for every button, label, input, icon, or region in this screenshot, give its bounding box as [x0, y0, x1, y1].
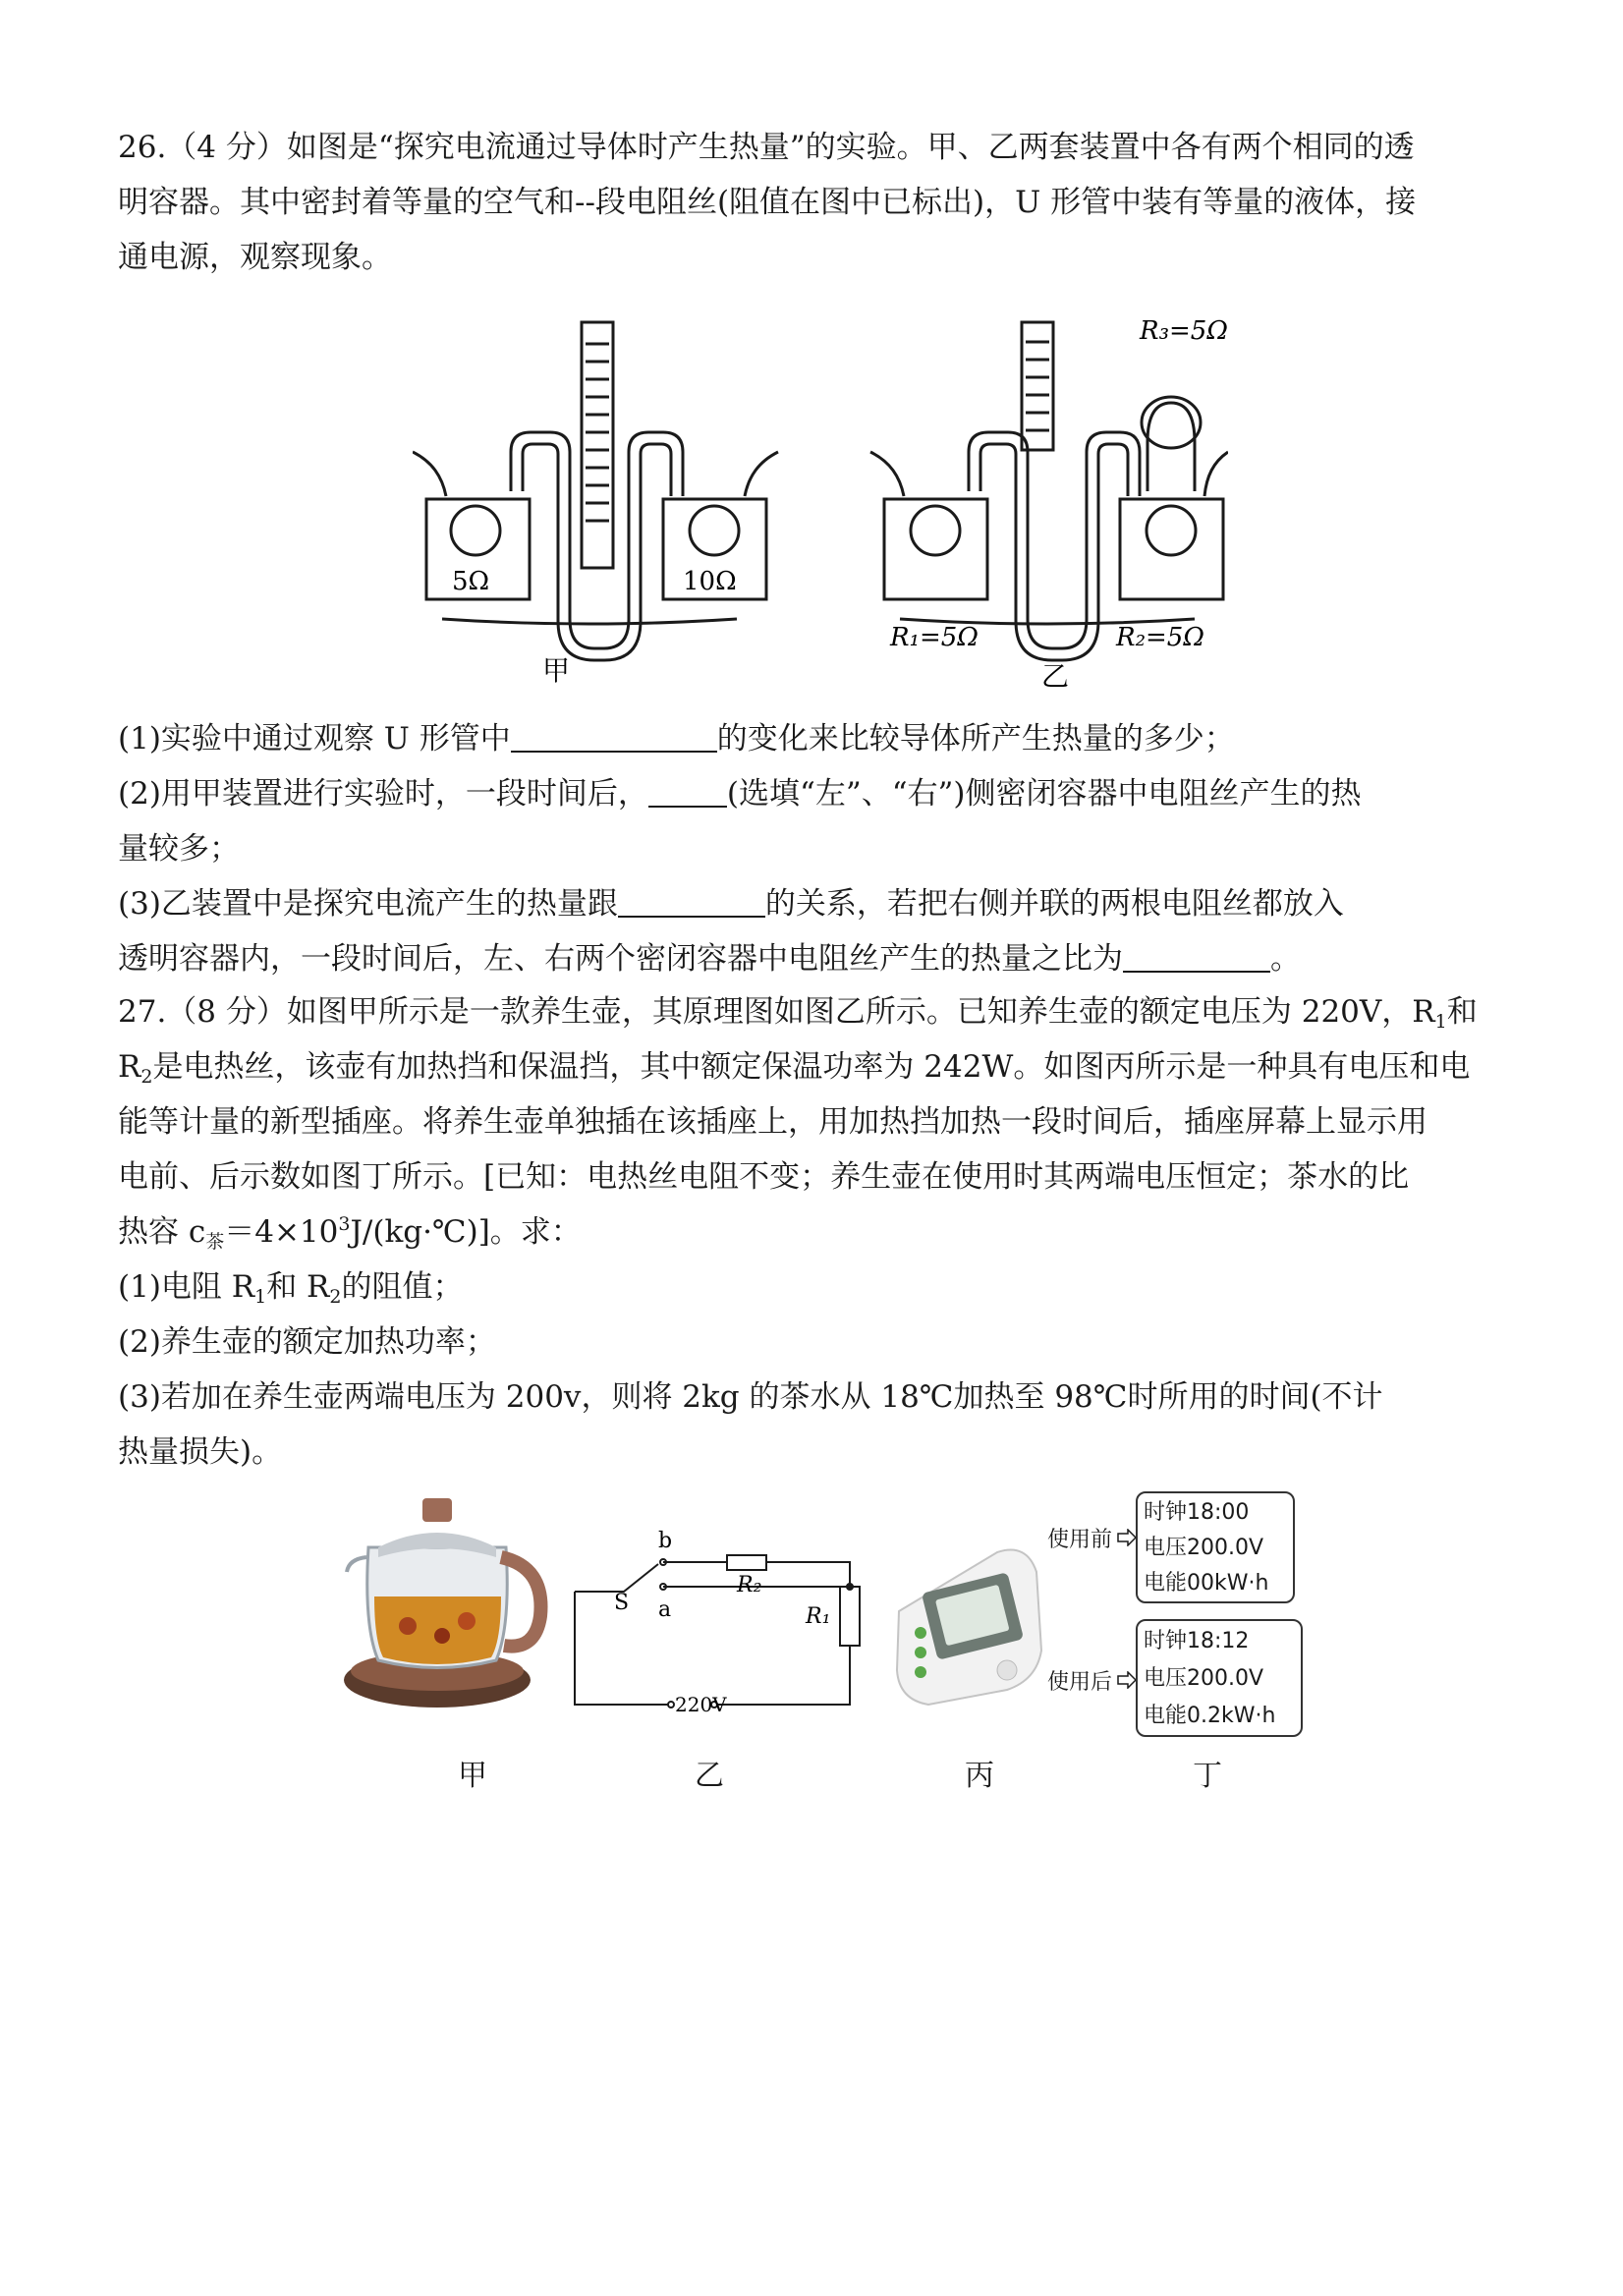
caption-yi: 乙: [695, 1759, 724, 1793]
q27-line-5: [118, 1210, 582, 1254]
caption-jia: 甲: [458, 1759, 487, 1793]
q26-line-1: 26.（4 分）如图是“探究电流通过导体时产生热量”的实验。甲、乙两套装置中各有两个相同的透: [118, 130, 1415, 165]
q27-s1-sub1: 1: [254, 1286, 267, 1308]
before-voltage: 电压200.0V: [1144, 1536, 1264, 1560]
q27-s1-c: 的阻值；: [341, 1269, 464, 1305]
yi-r1-label: R₁=5Ω: [890, 623, 979, 652]
q27-line-2-text: 是电热丝，该壶有加热挡和保温挡，其中额定保温功率为 242W。如图丙所示是一种具有电压和电: [152, 1049, 1471, 1085]
q27-s1-a: (1)电阻 R: [118, 1269, 255, 1305]
yi-r1-resistor: [911, 506, 960, 555]
q26-part-3-cont: [118, 937, 1301, 980]
q27-line-1-text: 27.（8 分）如图甲所示是一款养生壶，其原理图如图乙所示。已知养生壶的额定电压为 220V，R: [118, 994, 1435, 1030]
q27-line-1-sub: 1: [1434, 1011, 1447, 1033]
reading-after-label: 使用后: [1047, 1670, 1113, 1695]
q26-blank-4: [1123, 941, 1270, 973]
q26-p3-text-c: 透明容器内，一段时间后，左、右两个密闭容器中电阻丝产生的热量之比为: [118, 941, 1123, 977]
q27-sub-2: (2)养生壶的额定加热功率；: [118, 1324, 496, 1360]
q26-blank-3: [618, 886, 765, 918]
circuit-switch: [575, 1564, 658, 1592]
kettle-image: [339, 1479, 565, 1724]
q26-p3-text-a: (3)乙装置中是探究电流产生的热量跟: [118, 886, 618, 922]
caption-bing: 丙: [965, 1759, 994, 1793]
q26-p1-text-a: (1)实验中通过观察 U 形管中: [118, 721, 511, 756]
q26-p1-text-b: 的变化来比较导体所产生热量的多少；: [716, 721, 1235, 756]
q26-part-2: [118, 772, 1362, 815]
circuit-diagram: [565, 1503, 879, 1729]
jia-right-label: 10Ω: [683, 567, 737, 596]
q27-line-1-end: 和: [1446, 994, 1478, 1030]
yi-caption: 乙: [1041, 660, 1070, 693]
circuit-label-r1: R₁: [806, 1604, 831, 1629]
q27-s1-sub2: 2: [329, 1286, 342, 1308]
q27-line-2: [118, 1045, 1470, 1089]
q27-line-1: [118, 990, 1478, 1034]
reading-before-label: 使用前: [1047, 1528, 1113, 1552]
q27-sub-3: (3)若加在养生壶两端电压为 200v，则将 2kg 的茶水从 18℃加热至 98℃时所用的时间(不计: [118, 1379, 1383, 1415]
after-voltage: 电压200.0V: [1144, 1666, 1264, 1691]
circuit-label-voltage: 220V: [675, 1693, 727, 1716]
after-energy: 电能0.2kW·h: [1144, 1704, 1276, 1728]
circuit-label-b: b: [658, 1529, 673, 1553]
yi-u-tube: [969, 432, 1140, 648]
jia-caption: 甲: [542, 654, 571, 687]
q26-line-3: 通电源，观察现象。: [118, 240, 392, 275]
reading-before-panel: [1136, 1491, 1295, 1603]
q26-p3-text-b: 的关系，若把右侧并联的两根电阻丝都放入: [764, 886, 1344, 922]
circuit-r1: [840, 1587, 860, 1646]
q26-line-2: 明容器。其中密封着等量的空气和--段电阻丝(阻值在图中已标出)，U 形管中装有等量的液体，接: [118, 185, 1417, 220]
jia-left-label: 5Ω: [452, 567, 490, 596]
yi-r2-resistor: [1147, 506, 1196, 555]
yi-r3-label: R₃=5Ω: [1140, 316, 1228, 346]
before-clock: 时钟18:00: [1144, 1500, 1250, 1525]
q27-sub-3-cont: 热量损失)。: [118, 1434, 283, 1470]
q27-line-5-b: ＝4×10: [224, 1214, 339, 1250]
circuit-r2: [727, 1555, 766, 1570]
q26-blank-1: [511, 721, 717, 753]
q27-sub-1: [118, 1265, 464, 1309]
jia-left-resistor: [451, 506, 500, 555]
arrow-before-icon: [1116, 1529, 1138, 1546]
q26-part-2-cont: 量较多；: [118, 831, 240, 867]
q27-line-2-sub: 2: [140, 1066, 153, 1088]
q26-p2-text-b: (选填“左”、“右”)侧密闭容器中电阻丝产生的热: [726, 776, 1362, 812]
q27-line-5-a: 热容 c: [118, 1214, 206, 1250]
circuit-label-r2: R₂: [737, 1573, 762, 1597]
arrow-after-icon: [1116, 1671, 1138, 1689]
q26-p2-text-a: (2)用甲装置进行实验时，一段时间后，: [118, 776, 648, 812]
after-clock: 时钟18:12: [1144, 1629, 1250, 1653]
caption-ding: 丁: [1193, 1759, 1222, 1793]
q27-line-5-sup: 3: [338, 1213, 351, 1235]
q27-line-4: 电前、后示数如图丁所示。[已知：电热丝电阻不变；养生壶在使用时其两端电压恒定；茶水的比: [118, 1159, 1410, 1195]
circuit-label-s: S: [614, 1591, 630, 1615]
q27-s1-b: 和 R: [266, 1269, 330, 1305]
socket-image: [889, 1542, 1051, 1709]
yi-left-container: [884, 499, 987, 599]
q26-blank-2: [648, 776, 727, 808]
jia-u-tube: [511, 432, 683, 648]
reading-after-panel: [1136, 1619, 1303, 1737]
q27-line-2-r: R: [118, 1049, 141, 1085]
q26-figure: [413, 295, 1228, 698]
q27-line-5-sub: 茶: [205, 1231, 225, 1253]
before-energy: 电能00kW·h: [1144, 1571, 1269, 1596]
q26-part-1: [118, 717, 1235, 760]
jia-right-resistor: [690, 506, 739, 555]
q26-part-3: [118, 882, 1344, 925]
yi-r2-label: R₂=5Ω: [1116, 623, 1204, 652]
q27-line-5-c: J/(kg·℃)]。求：: [350, 1214, 582, 1250]
yi-right-container: [1120, 499, 1223, 599]
circuit-label-a: a: [658, 1597, 672, 1622]
q27-line-3: 能等计量的新型插座。将养生壶单独插在该插座上，用加热挡加热一段时间后，插座屏幕上显示用: [118, 1104, 1427, 1140]
q26-p3-text-d: 。: [1270, 941, 1301, 977]
